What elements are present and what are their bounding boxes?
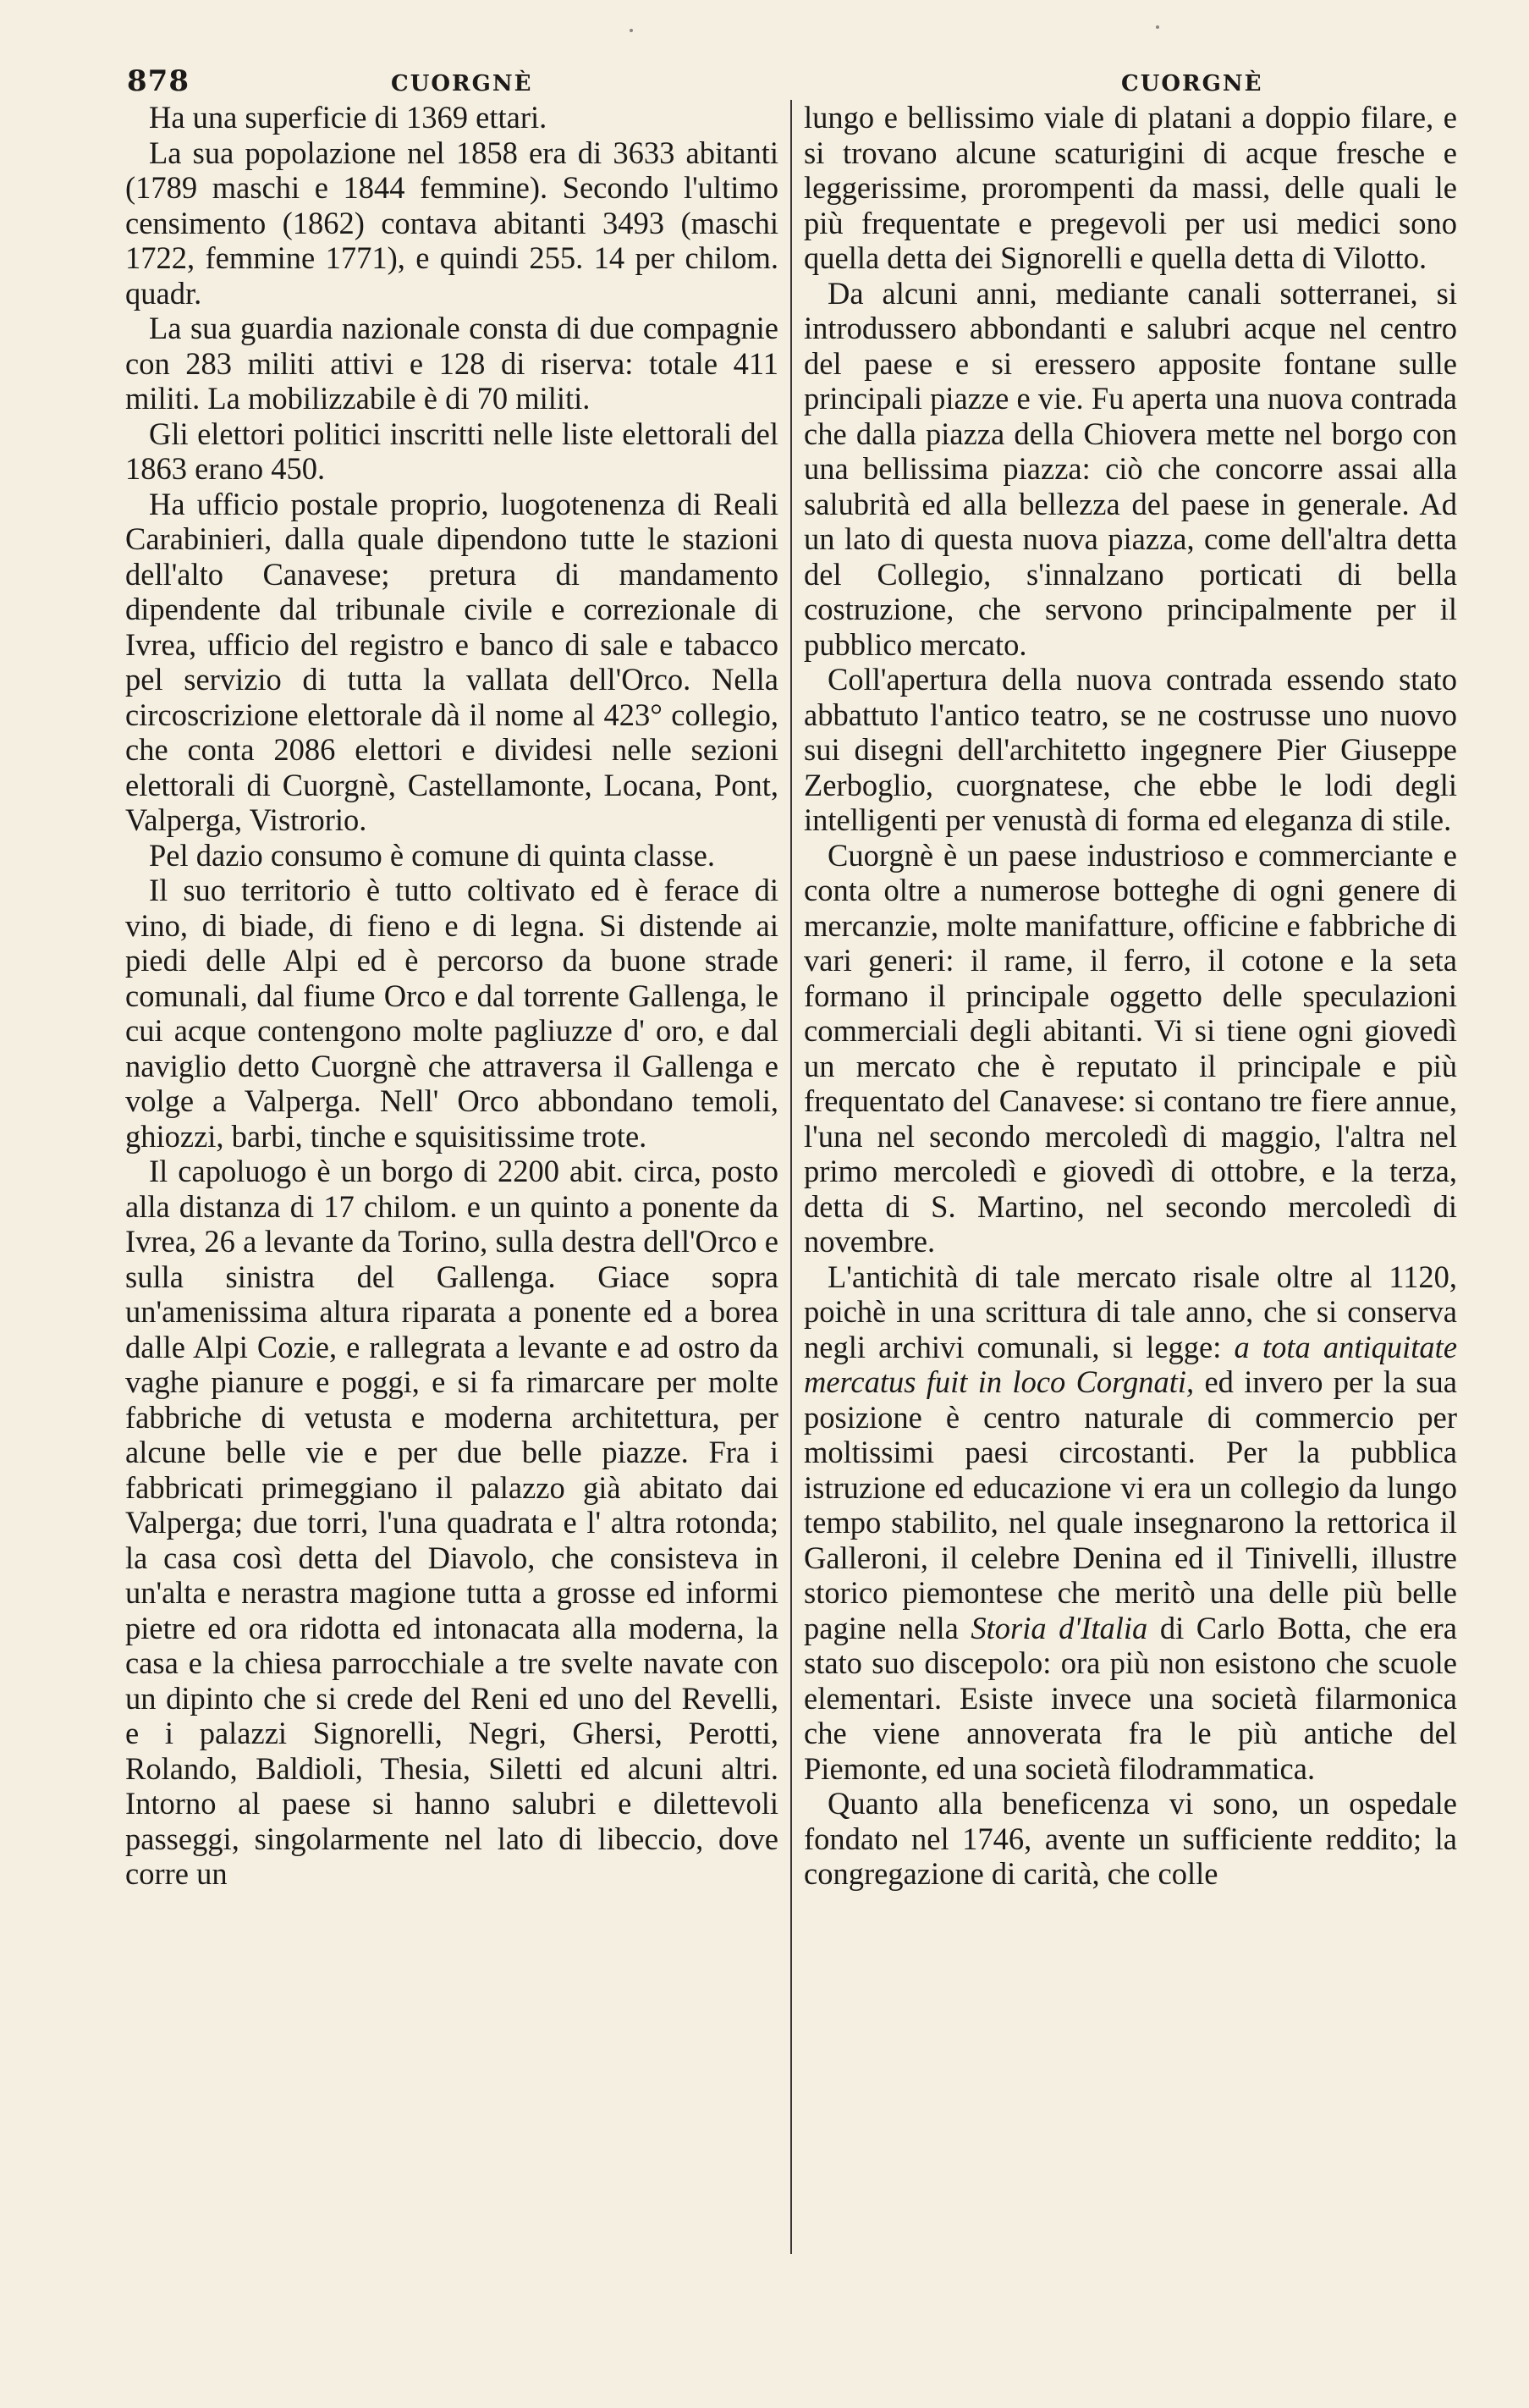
paragraph: Pel dazio consumo è comune di quinta classe. [149, 837, 715, 873]
running-head-left: CUORGNÈ [391, 71, 533, 96]
right-column [804, 100, 1457, 1892]
paragraph [804, 1259, 1457, 1787]
paragraph: La sua guardia nazionale consta di due compagnie con 283 militi attivi e 128 di riserva: totale 411 militi. La mobilizzabile è di 70 militi. [125, 311, 778, 416]
paragraph: Il suo territorio è tutto coltivato ed è ferace di vino, di biade, di fieno e di legna. Si distende ai piedi delle Alpi ed è percorso da buone strade comunali, dal fiume Orco e dal torrente Gallenga, le cui acque contengono molte pagliuzze d' oro, e dal naviglio detto Cuorgnè che attraversa il Gallenga e volge a Valperga. Nell' Orco abbondano temoli, ghiozzi, barbi, tinche e squisitissime trote. [125, 873, 778, 1154]
paragraph: Coll'apertura della nuova contrada essendo stato abbattuto l'antico teatro, se ne costrusse uno nuovo sui disegni dell'architetto ingegnere Pier Giuseppe Zerboglio, cuorgnatese, che ebbe le lodi degli intelligenti per venustà di forma ed eleganza di stile. [804, 662, 1457, 837]
page-number: 878 [127, 64, 190, 98]
speck-top-a [630, 29, 633, 32]
paragraph: Ha ufficio postale proprio, luogotenenza di Reali Carabinieri, dalla quale dipendono tutte le stazioni dell'alto Canavese; pretura di mandamento dipendente dal tribunale civile e correzionale di Ivrea, ufficio del registro e banco di sale e tabacco pel servizio di tutta la vallata dell'Orco. Nella circoscrizione elettorale dà il nome al 423° collegio, che conta 2086 elettori e dividesi nelle sezioni elettorali di Cuorgnè, Castellamonte, Locana, Pont, Valperga, Vistrorio. [125, 486, 778, 837]
text-run: di Carlo Botta, che era stato suo discepolo: ora più non esistono che scuole elementari. Esiste invece una società filarmonica che viene annoverata fra le più antiche del Piemonte, ed una società filodrammatica. [804, 1610, 1457, 1786]
column-divider [790, 100, 792, 2254]
book-title: Storia d'Italia [971, 1610, 1148, 1645]
paragraph: Ha una superficie di 1369 ettari. [149, 100, 547, 135]
paragraph: La sua popolazione nel 1858 era di 3633 abitanti (1789 maschi e 1844 femmine). Secondo l'ultimo censimento (1862) contava abitanti 3493 (maschi 1722, femmine 1771), e quindi 255. 14 per chilom. quadr. [125, 135, 778, 311]
text-run: ed invero per la sua posizione è centro naturale di commercio per moltissimi paesi circostanti. Per la pubblica istruzione ed educazione vi era un collegio da lungo tempo stabilito, nel quale insegnarono la rettorica il Galleroni, il celebre Denina ed il Tinivelli, illustre storico piemontese che meritò una delle più belle pagine nella [804, 1364, 1457, 1645]
paragraph: Cuorgnè è un paese industrioso e commerciante e conta oltre a numerose botteghe di ogni genere di mercanzie, molte manifatture, officine e fabbriche di vari generi: il rame, il ferro, il cotone e la seta formano il principale oggetto delle speculazioni commerciali degli abitanti. Vi si tiene ogni giovedì un mercato che è reputato il principale e più frequentato del Canavese: si contano tre fiere annue, l'una nel secondo mercoledì di maggio, l'altra nel primo mercoledì e giovedì di ottobre, e la terza, detta di S. Martino, nel secondo mercoledì di novembre. [804, 837, 1457, 1259]
paragraph: Gli elettori politici inscritti nelle liste elettorali del 1863 erano 450. [125, 416, 778, 486]
text-run: L'antichità di tale mercato risale oltre al 1120, poichè in una scrittura di tale anno, che si conserva negli archivi comunali, si legge: [804, 1259, 1457, 1364]
left-column [125, 100, 778, 1892]
speck-top-b [1156, 25, 1159, 29]
latin-quote: a tota antiquitate mercatus fuit in loco Corgnati, [804, 1329, 1458, 1399]
paragraph: Da alcuni anni, mediante canali sotterranei, si introdussero abbondanti e salubri acque nel centro del paese e si eressero apposite fontane sulle principali piazze e vie. Fu aperta una nuova contrada che dalla piazza della Chiovera mette nel borgo con una bellissima piazza: ciò che concorre assai alla salubrità ed alla bellezza del paese in generale. Ad un lato di questa nuova piazza, come dell'altra detta del Collegio, s'innalzano porticati di bella costruzione, che servono principalmente per il pubblico mercato. [804, 275, 1457, 662]
paragraph: Quanto alla beneficenza vi sono, un ospedale fondato nel 1746, avente un sufficiente reddito; la congregazione di carità, che colle [804, 1786, 1457, 1891]
paragraph: lungo e bellissimo viale di platani a doppio filare, e si trovano alcune scaturigini di acque fresche e leggerissime, prorompenti da massi, delle quali le più frequentate e pregevoli per usi medici sono quella detta dei Signorelli e quella detta di Vilotto. [804, 100, 1457, 275]
running-head-right: CUORGNÈ [1121, 71, 1263, 96]
paragraph: Il capoluogo è un borgo di 2200 abit. circa, posto alla distanza di 17 chilom. e un quinto a ponente da Ivrea, 26 a levante da Torino, sulla destra dell'Orco e sulla sinistra del Gallenga. Giace sopra un'amenissima altura riparata a ponente ed a borea dalle Alpi Cozie, e rallegrata a levante e ad ostro da vaghe pianure e poggi, e si fa rimarcare per molte fabbriche di vetusta e moderna architettura, per alcune belle vie e per due belle piazze. Fra i fabbricati primeggiano il palazzo già abitato dai Valperga; due torri, l'una quadrata e l' altra rotonda; la casa così detta del Diavolo, che consisteva in un'alta e nerastra magione tutta a grosse ed informi pietre ed ora ridotta ed intonacata alla moderna, la casa e la chiesa parrocchiale a tre svelte navate con un dipinto che si crede del Reni ed uno del Revelli, e i palazzi Signorelli, Negri, Ghersi, Perotti, Rolando, Baldioli, Thesia, Siletti ed alcuni altri. Intorno al paese si hanno salubri e dilettevoli passeggi, singolarmente nel lato di libeccio, dove corre un [125, 1154, 778, 1891]
